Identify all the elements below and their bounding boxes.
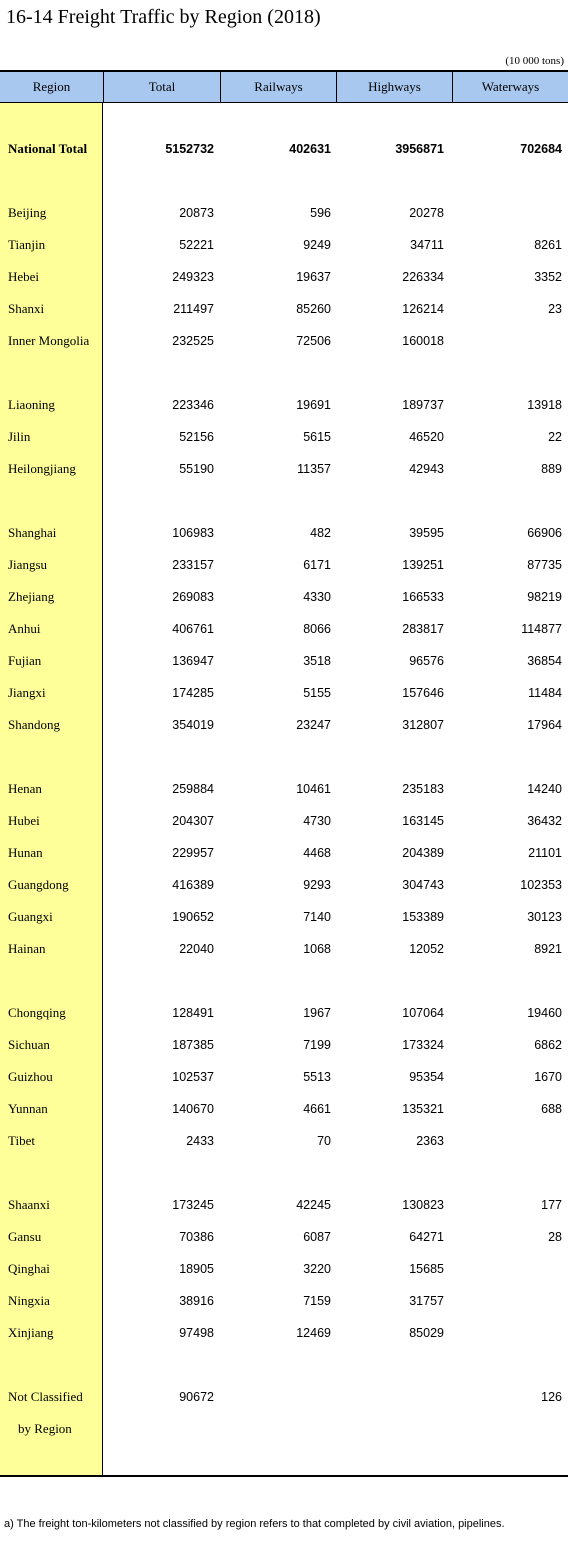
highways-value: 107064 xyxy=(402,1006,444,1020)
region-name: Beijing xyxy=(8,205,47,220)
highways-value: 130823 xyxy=(402,1198,444,1212)
region-name: Tibet xyxy=(8,1133,35,1148)
header-waterways: Waterways xyxy=(452,72,568,102)
waterways-value: 102353 xyxy=(520,878,562,892)
waterways-value: 23 xyxy=(548,302,562,316)
total-value: 187385 xyxy=(172,1038,214,1052)
highways-value: 2363 xyxy=(416,1134,444,1148)
region-name: Jiangxi xyxy=(8,685,46,700)
waterways-value: 19460 xyxy=(527,1006,562,1020)
total-value: 232525 xyxy=(172,334,214,348)
total-value: 249323 xyxy=(172,270,214,284)
railways-value: 402631 xyxy=(289,142,331,156)
total-value: 102537 xyxy=(172,1070,214,1084)
unit-label: (10 000 tons) xyxy=(505,55,564,67)
railways-value: 3220 xyxy=(303,1262,331,1276)
region-name: Liaoning xyxy=(8,397,55,412)
total-value: 233157 xyxy=(172,558,214,572)
waterways-value: 21101 xyxy=(528,846,562,860)
total-value: 140670 xyxy=(172,1102,214,1116)
region-name: Shanxi xyxy=(8,301,45,316)
waterways-value: 13918 xyxy=(527,398,562,412)
table-row xyxy=(0,1253,568,1285)
table-row xyxy=(0,1285,568,1317)
total-value: 38916 xyxy=(179,1294,214,1308)
region-name: Fujian xyxy=(8,653,42,668)
table-row xyxy=(0,1221,568,1253)
region-name: Ningxia xyxy=(8,1293,50,1308)
railways-value: 70 xyxy=(317,1134,331,1148)
highways-value: 12052 xyxy=(409,942,444,956)
total-value: 20873 xyxy=(179,206,214,220)
table-row xyxy=(0,933,568,965)
total-value: 128491 xyxy=(172,1006,214,1020)
total-value: 269083 xyxy=(172,590,214,604)
total-value: 2433 xyxy=(186,1134,214,1148)
region-name: Guizhou xyxy=(8,1069,53,1084)
total-value: 211497 xyxy=(173,302,214,316)
highways-value: 15685 xyxy=(409,1262,444,1276)
table-row xyxy=(0,901,568,933)
region-name: Guangxi xyxy=(8,909,53,924)
table-row xyxy=(0,1029,568,1061)
railways-value: 19637 xyxy=(296,270,331,284)
highways-value: 46520 xyxy=(409,430,444,444)
total-value: 190652 xyxy=(172,910,214,924)
region-name: Hubei xyxy=(8,813,40,828)
table-row xyxy=(0,805,568,837)
railways-value: 4330 xyxy=(303,590,331,604)
page-title: 16-14 Freight Traffic by Region (2018) xyxy=(6,6,321,28)
region-name: Gansu xyxy=(8,1229,42,1244)
table-row xyxy=(0,1189,568,1221)
waterways-value: 36854 xyxy=(527,654,562,668)
railways-value: 9293 xyxy=(303,878,331,892)
region-name: Zhejiang xyxy=(8,589,55,604)
waterways-value: 11484 xyxy=(528,686,562,700)
region-name: Jilin xyxy=(8,429,31,444)
railways-value: 4661 xyxy=(303,1102,331,1116)
region-name: Heilongjiang xyxy=(8,461,76,476)
total-value: 136947 xyxy=(172,654,214,668)
table-row xyxy=(0,773,568,805)
header-total: Total xyxy=(103,72,220,102)
total-value: 22040 xyxy=(179,942,214,956)
region-name: Sichuan xyxy=(8,1037,50,1052)
total-value: 70386 xyxy=(179,1230,214,1244)
table-row xyxy=(0,1125,568,1157)
table-row xyxy=(0,677,568,709)
table-row xyxy=(0,229,568,261)
waterways-value: 889 xyxy=(541,462,562,476)
region-name: Guangdong xyxy=(8,877,69,892)
region-name: Jiangsu xyxy=(8,557,47,572)
region-name: Qinghai xyxy=(8,1261,50,1276)
highways-value: 304743 xyxy=(402,878,444,892)
highways-value: 20278 xyxy=(409,206,444,220)
region-name: Tianjin xyxy=(8,237,46,252)
highways-value: 39595 xyxy=(409,526,444,540)
highways-value: 226334 xyxy=(402,270,444,284)
total-value: 354019 xyxy=(172,718,214,732)
waterways-value: 14240 xyxy=(527,782,562,796)
highways-value: 235183 xyxy=(402,782,444,796)
total-value: 52156 xyxy=(179,430,214,444)
table-row xyxy=(0,421,568,453)
highways-value: 64271 xyxy=(409,1230,444,1244)
highways-value: 135321 xyxy=(402,1102,444,1116)
region-name: National Total xyxy=(8,141,88,156)
total-value: 97498 xyxy=(179,1326,214,1340)
waterways-value: 66906 xyxy=(527,526,562,540)
table-row xyxy=(0,261,568,293)
table-row xyxy=(0,389,568,421)
railways-value: 1967 xyxy=(303,1006,331,1020)
table-row xyxy=(0,645,568,677)
region-name: Henan xyxy=(8,781,42,796)
highways-value: 166533 xyxy=(402,590,444,604)
highways-value: 139251 xyxy=(402,558,444,572)
highways-value: 96576 xyxy=(409,654,444,668)
total-value: 223346 xyxy=(172,398,214,412)
waterways-value: 17964 xyxy=(527,718,562,732)
region-name-line2: by Region xyxy=(18,1421,72,1436)
total-value: 406761 xyxy=(172,622,214,636)
railways-value: 19691 xyxy=(296,398,331,412)
waterways-value: 22 xyxy=(548,430,562,444)
total-value: 259884 xyxy=(172,782,214,796)
total-value: 204307 xyxy=(172,814,214,828)
total-value: 52221 xyxy=(179,238,214,252)
railways-value: 72506 xyxy=(296,334,331,348)
region-name: Shandong xyxy=(8,717,60,732)
railways-value: 4730 xyxy=(303,814,331,828)
railways-value: 23247 xyxy=(296,718,331,732)
waterways-value: 87735 xyxy=(527,558,562,572)
table-row xyxy=(0,613,568,645)
region-name: Chongqing xyxy=(8,1005,66,1020)
table-row xyxy=(0,325,568,357)
table-row xyxy=(0,1061,568,1093)
region-name: Shanghai xyxy=(8,525,57,540)
table-row xyxy=(0,133,568,165)
table-row xyxy=(0,197,568,229)
highways-value: 3956871 xyxy=(395,142,444,156)
region-name: Not Classified xyxy=(8,1389,83,1404)
table-row xyxy=(0,709,568,741)
railways-value: 5513 xyxy=(303,1070,331,1084)
railways-value: 4468 xyxy=(303,846,331,860)
highways-value: 85029 xyxy=(409,1326,444,1340)
region-name: Yunnan xyxy=(8,1101,48,1116)
waterways-value: 177 xyxy=(541,1198,562,1212)
highways-value: 42943 xyxy=(409,462,444,476)
highways-value: 160018 xyxy=(402,334,444,348)
total-value: 90672 xyxy=(179,1390,214,1404)
railways-value: 3518 xyxy=(303,654,331,668)
table-row xyxy=(0,837,568,869)
railways-value: 5155 xyxy=(303,686,331,700)
highways-value: 95354 xyxy=(409,1070,444,1084)
highways-value: 163145 xyxy=(402,814,444,828)
region-name: Hunan xyxy=(8,845,43,860)
highways-value: 153389 xyxy=(402,910,444,924)
highways-value: 204389 xyxy=(402,846,444,860)
railways-value: 482 xyxy=(310,526,331,540)
total-value: 229957 xyxy=(172,846,214,860)
waterways-value: 30123 xyxy=(527,910,562,924)
table-row xyxy=(0,581,568,613)
highways-value: 157646 xyxy=(402,686,444,700)
header-railways: Railways xyxy=(220,72,336,102)
region-name: Inner Mongolia xyxy=(8,333,90,348)
waterways-value: 3352 xyxy=(534,270,562,284)
header-highways: Highways xyxy=(336,72,452,102)
waterways-value: 114877 xyxy=(521,622,562,636)
highways-value: 31757 xyxy=(409,1294,444,1308)
freight-table xyxy=(0,70,568,1477)
railways-value: 7159 xyxy=(303,1294,331,1308)
railways-value: 10461 xyxy=(296,782,331,796)
total-value: 173245 xyxy=(172,1198,214,1212)
railways-value: 9249 xyxy=(303,238,331,252)
highways-value: 126214 xyxy=(402,302,444,316)
railways-value: 85260 xyxy=(296,302,331,316)
waterways-value: 688 xyxy=(541,1102,562,1116)
waterways-value: 98219 xyxy=(527,590,562,604)
waterways-value: 36432 xyxy=(527,814,562,828)
region-name: Shaanxi xyxy=(8,1197,50,1212)
waterways-value: 8261 xyxy=(534,238,562,252)
table-row-continuation xyxy=(0,1413,568,1445)
railways-value: 5615 xyxy=(303,430,331,444)
table-body xyxy=(0,103,568,1477)
total-value: 55190 xyxy=(179,462,214,476)
highways-value: 312807 xyxy=(402,718,444,732)
region-name: Hebei xyxy=(8,269,40,284)
waterways-value: 8921 xyxy=(534,942,562,956)
railways-value: 1068 xyxy=(303,942,331,956)
waterways-value: 6862 xyxy=(534,1038,562,1052)
railways-value: 11357 xyxy=(297,462,331,476)
table-row xyxy=(0,453,568,485)
highways-value: 283817 xyxy=(402,622,444,636)
total-value: 5152732 xyxy=(165,142,214,156)
header-region: Region xyxy=(32,79,71,94)
region-name: Hainan xyxy=(8,941,46,956)
waterways-value: 702684 xyxy=(520,142,562,156)
table-row xyxy=(0,1381,568,1413)
table-row xyxy=(0,549,568,581)
total-value: 416389 xyxy=(172,878,214,892)
table-row xyxy=(0,997,568,1029)
region-name: Xinjiang xyxy=(8,1325,54,1340)
waterways-value: 1670 xyxy=(534,1070,562,1084)
total-value: 18905 xyxy=(179,1262,214,1276)
waterways-value: 126 xyxy=(541,1390,562,1404)
total-value: 106983 xyxy=(172,526,214,540)
footnote: a) The freight ton-kilometers not classified by region refers to that completed by civil aviation, pipelines. xyxy=(4,1518,505,1530)
railways-value: 6087 xyxy=(303,1230,331,1244)
table-row xyxy=(0,869,568,901)
region-name: Anhui xyxy=(8,621,41,636)
table-row xyxy=(0,293,568,325)
table-row xyxy=(0,517,568,549)
waterways-value: 28 xyxy=(548,1230,562,1244)
railways-value: 596 xyxy=(310,206,331,220)
highways-value: 173324 xyxy=(402,1038,444,1052)
railways-value: 12469 xyxy=(296,1326,331,1340)
highways-value: 189737 xyxy=(402,398,444,412)
railways-value: 7140 xyxy=(303,910,331,924)
railways-value: 8066 xyxy=(303,622,331,636)
railways-value: 6171 xyxy=(303,558,331,572)
table-header xyxy=(0,70,568,103)
railways-value: 7199 xyxy=(303,1038,331,1052)
table-row xyxy=(0,1317,568,1349)
railways-value: 42245 xyxy=(296,1198,331,1212)
highways-value: 34711 xyxy=(410,238,444,252)
total-value: 174285 xyxy=(172,686,214,700)
table-row xyxy=(0,1093,568,1125)
